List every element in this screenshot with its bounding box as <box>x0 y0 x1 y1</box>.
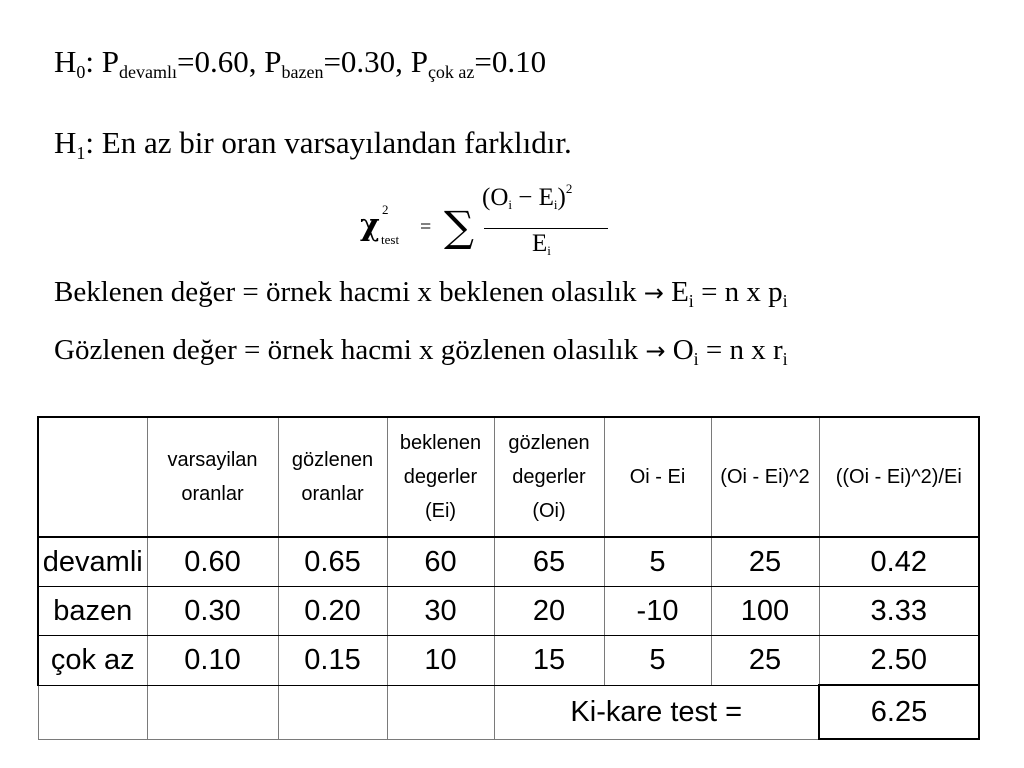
header-gozlenen-degerler: gözlenen degerler (Oi) <box>494 417 604 537</box>
header-gozlenen-oranlar: gözlenen oranlar <box>278 417 387 537</box>
empty-cell <box>147 685 278 739</box>
empty-cell <box>387 685 494 739</box>
formula-numerator: $(O_i - E_i)^2$ <box>482 181 573 212</box>
table-row <box>38 537 979 587</box>
table-cell: 0.15 <box>278 636 387 686</box>
table-cell: 15 <box>494 636 604 686</box>
header-varsayilan-oranlar: varsayilan oranlar <box>147 417 278 537</box>
table-cell: -10 <box>604 587 711 636</box>
header-empty <box>38 417 147 537</box>
table-cell: 60 <box>387 537 494 587</box>
table-cell: 65 <box>494 537 604 587</box>
table-cell: 0.10 <box>147 636 278 686</box>
chi-square-total-label: Ki-kare test = <box>494 685 819 739</box>
row-label: çok az <box>38 636 147 686</box>
chi-symbol: χ <box>360 208 380 243</box>
empty-cell <box>38 685 147 739</box>
row-label: devamli <box>38 537 147 587</box>
header-squared-diff: (Oi - Ei)^2 <box>711 417 819 537</box>
right-arrow-icon: → <box>645 337 666 365</box>
chi-square-formula: χ 2 test = ∑ $(O_i - E_i)^2$ $E_i$ <box>360 182 620 274</box>
header-beklenen-degerler: beklenen degerler (Ei) <box>387 417 494 537</box>
table-cell: 20 <box>494 587 604 636</box>
table-cell: 0.42 <box>819 537 979 587</box>
null-hypothesis: $H_0$: $P_{devamlı}=0.60$, $P_{bazen}=0.30$, $P_{çok az}=0.10$ <box>54 44 547 82</box>
table-cell: 0.20 <box>278 587 387 636</box>
table-cell: 3.33 <box>819 587 979 636</box>
table-cell: 10 <box>387 636 494 686</box>
table-cell: 0.65 <box>278 537 387 587</box>
table-cell: 30 <box>387 587 494 636</box>
empty-cell <box>278 685 387 739</box>
header-oi-minus-ei: Oi - Ei <box>604 417 711 537</box>
table-cell: 25 <box>711 537 819 587</box>
table-cell: 25 <box>711 636 819 686</box>
alternative-hypothesis: $H_1$: En az bir oran varsayılandan farklıdır. <box>54 125 572 163</box>
expected-value-definition: Beklenen değer = örnek hacmi x beklenen olasılık → $E_i = n$ x $p_i$ <box>54 276 788 311</box>
header-chi-component: ((Oi - Ei)^2)/Ei <box>819 417 979 537</box>
table-cell: 2.50 <box>819 636 979 686</box>
formula-denominator: $E_i$ <box>532 230 551 258</box>
table-cell: 5 <box>604 537 711 587</box>
chi-square-total-value: 6.25 <box>819 685 979 739</box>
right-arrow-icon: → <box>643 279 664 307</box>
table-header-row <box>38 417 979 537</box>
table-row <box>38 636 979 686</box>
table-cell: 5 <box>604 636 711 686</box>
observed-value-definition: Gözlenen değer = örnek hacmi x gözlenen olasılık → $O_i = n$ x $r_i$ <box>54 334 788 369</box>
row-label: bazen <box>38 587 147 636</box>
sum-symbol: ∑ <box>444 202 474 251</box>
table-cell: 100 <box>711 587 819 636</box>
fraction-bar <box>484 228 608 229</box>
chi-square-table <box>37 416 980 740</box>
table-cell: 0.60 <box>147 537 278 587</box>
total-row <box>38 685 979 739</box>
table-cell: 0.30 <box>147 587 278 636</box>
table-row <box>38 587 979 636</box>
